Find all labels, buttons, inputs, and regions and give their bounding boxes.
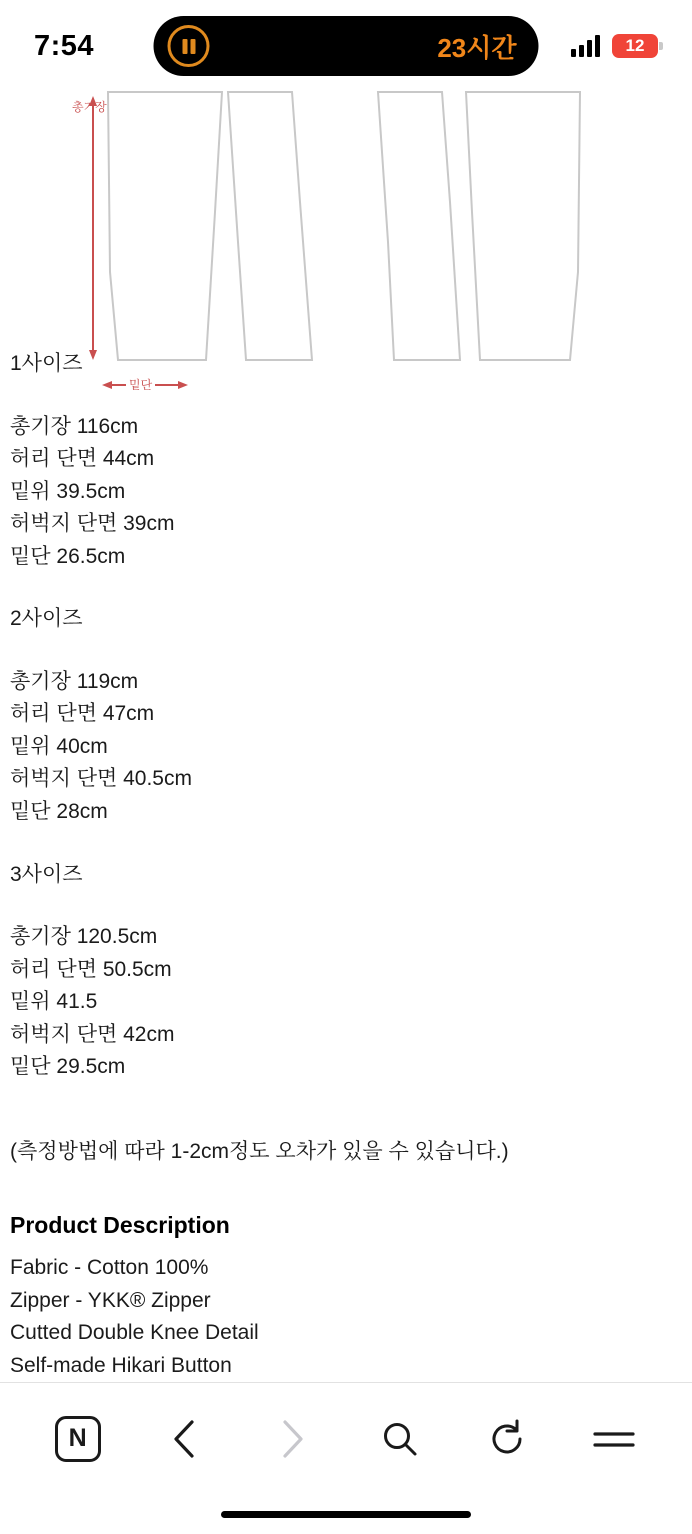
product-description-line: Zipper - YKK® Zipper [10,1288,211,1312]
page-content[interactable] [0,92,692,1382]
spec-line: 밑단 28cm [10,800,108,824]
size-spec-text [0,348,692,1382]
spec-line: 밑위 41.5 [10,990,98,1014]
search-icon [380,1419,420,1459]
product-description-section [10,1208,682,1382]
dynamic-island-live-activity[interactable] [154,16,539,76]
size-block-3 [10,859,682,1084]
forward-button[interactable] [263,1410,321,1468]
browser-toolbar [0,1382,692,1494]
search-button[interactable] [371,1410,429,1468]
spec-line: 허리 단면 47cm [10,702,155,726]
dynamic-island-label: 23시간 [437,32,517,63]
battery-icon [612,34,658,58]
product-description-line: Self-made Hikari Button [10,1353,232,1377]
spec-line: 총기장 119cm [10,669,139,693]
hamburger-menu-icon [592,1424,636,1454]
pause-icon[interactable] [168,25,210,67]
spec-line: 총기장 116cm [10,414,139,438]
diagram-label-total-length: 총기장 [72,100,107,114]
spec-line: 허벅지 단면 40.5cm [10,767,192,791]
status-indicators [571,34,658,58]
spec-line: 허리 단면 44cm [10,447,155,471]
cellular-signal-icon [571,35,600,57]
menu-button[interactable] [585,1410,643,1468]
back-button[interactable] [156,1410,214,1468]
naver-logo-icon: N [55,1416,101,1462]
home-indicator-area [0,1494,692,1534]
size-title: 1사이즈 [10,352,83,375]
diagram-svg [0,92,692,322]
spec-line: 밑위 40cm [10,734,108,758]
spec-line: 허벅지 단면 42cm [10,1022,175,1046]
naver-home-button[interactable] [49,1410,107,1468]
spec-line: 허리 단면 50.5cm [10,957,172,981]
spec-line: 밑단 26.5cm [10,544,126,568]
status-bar [0,0,692,92]
size-title: 2사이즈 [10,607,83,631]
measurement-note: (측정방법에 따라 1-2cm정도 오차가 있을 수 있습니다.) [10,1139,509,1163]
status-time: 7:54 [34,29,95,62]
size-title: 3사이즈 [10,862,83,886]
spec-line: 총기장 120.5cm [10,925,158,949]
spec-line: 허벅지 단면 39cm [10,512,175,536]
reload-button[interactable] [478,1410,536,1468]
product-description-heading: Product Description [10,1212,230,1239]
chevron-right-icon [277,1418,307,1460]
refresh-icon [487,1419,527,1459]
home-indicator[interactable] [221,1511,471,1518]
product-description-line: Fabric - Cotton 100% [10,1256,209,1280]
diagram-label-hem: 밑단 [126,376,155,393]
spec-line: 밑단 29.5cm [10,1055,126,1079]
size-block-2 [10,603,682,828]
spec-line: 밑위 39.5cm [10,479,126,503]
battery-level-label: 12 [625,36,645,55]
chevron-left-icon [170,1418,200,1460]
product-description-line: Cutted Double Knee Detail [10,1321,259,1345]
